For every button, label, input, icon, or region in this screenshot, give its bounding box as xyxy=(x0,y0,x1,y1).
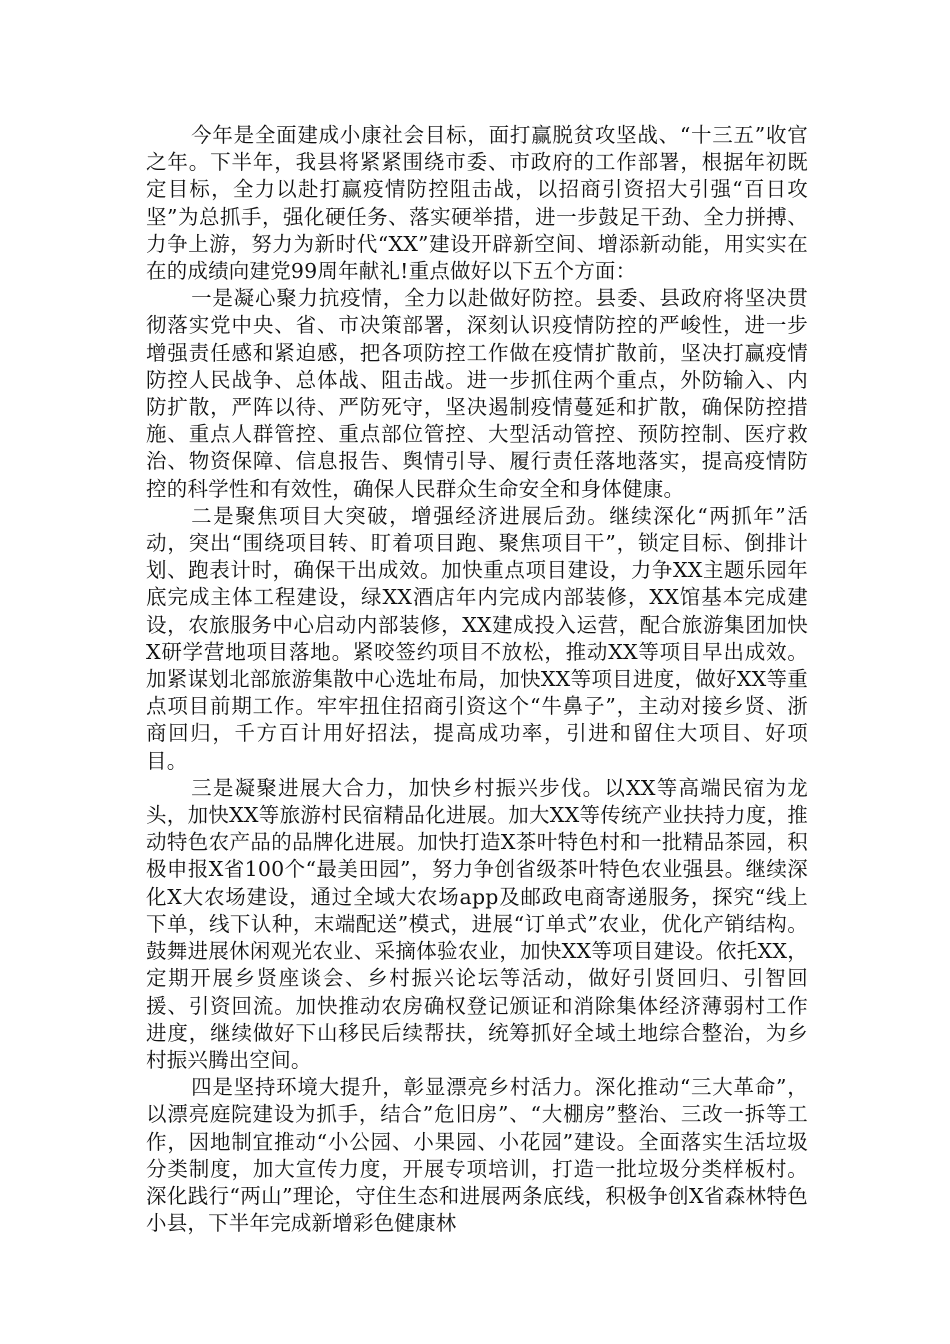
document-body xyxy=(146,122,808,1237)
paragraph-intro: 今年是全面建成小康社会目标，面打赢脱贫攻坚战、“十三五”收官之年。下半年，我县将紧紧围绕市委、市政府的工作部署，根据年初既定目标，全力以赴打赢疫情防控阻击战，以招商引资招大引强“百日攻坚”为总抓手，强化硬任务、落实硬举措，进一步鼓足干劲、全力拼搏、力争上游，努力为新时代“XX”建设开辟新空间、增添新动能，用实实在在的成绩向建党99周年献礼!重点做好以下五个方面： xyxy=(146,123,808,284)
paragraph-rural-revitalization: 三是凝聚进展大合力，加快乡村振兴步伐。以XX等高端民宿为龙头，加快XX等旅游村民宿精品化进展。加大XX等传统产业扶持力度，推动特色农产品的品牌化进展。加快打造X茶叶特色村和一批精品茶园，积极申报X省100个“最美田园”，努力争创省级茶叶特色农业强县。继续深化X大农场建设，通过全域大农场app及邮政电商寄递服务，探究“线上下单，线下认种，末端配送”模式，进展“订单式”农业，优化产销结构。鼓舞进展休闲观光农业、采摘体验农业，加快XX等项目建设。依托XX，定期开展乡贤座谈会、乡村振兴论坛等活动，做好引贤回归、引智回援、引资回流。加快推动农房确权登记颁证和消除集体经济薄弱村工作进度，继续做好下山移民后续帮扶，统筹抓好全域土地综合整治，为乡村振兴腾出空间。 xyxy=(146,775,808,1072)
paragraph-epidemic-control: 一是凝心聚力抗疫情，全力以赴做好防控。县委、县政府将坚决贯彻落实党中央、省、市决策部署，深刻认识疫情防控的严峻性，进一步增强责任感和紧迫感，把各项防控工作做在疫情扩散前，坚决打赢疫情防控人民战争、总体战、阻击战。进一步抓住两个重点，外防输入、内防扩散，严阵以待、严防死守，坚决遏制疫情蔓延和扩散，确保防控措施、重点人群管控、重点部位管控、大型活动管控、预防控制、医疗救治、物资保障、信息报告、舆情引导、履行责任落地落实，提高疫情防控的科学性和有效性，确保人民群众生命安全和身体健康。 xyxy=(146,286,808,501)
paragraph-project-breakthrough: 二是聚焦项目大突破，增强经济进展后劲。继续深化“两抓年”活动，突出“围绕项目转、盯着项目跑、聚焦项目干”，锁定目标、倒排计划、跑表计时，确保干出成效。加快重点项目建设，力争XX主题乐园年底完成主体工程建设，绿XX酒店年内完成内部装修，XX馆基本完成建设，农旅服务中心启动内部装修，XX建成投入运营，配合旅游集团加快X研学营地项目落地。紧咬签约项目不放松，推动XX等项目早出成效。加紧谋划北部旅游集散中心选址布局，加快XX等项目进度，做好XX等重点项目前期工作。牢牢扭住招商引资这个“牛鼻子”，主动对接乡贤、浙商回归，千方百计用好招法，提高成功率，引进和留住大项目、好项目。 xyxy=(146,503,808,773)
paragraph-environment-improvement: 四是坚持环境大提升，彰显漂亮乡村活力。深化推动“三大革命”，以漂亮庭院建设为抓手，结合”危旧房”、“大棚房”整治、三改一拆等工作，因地制宜推动“小公园、小果园、小花园”建设。全面落实生活垃圾分类制度，加大宣传力度，开展专项培训，打造一批垃圾分类样板村。深化践行“两山”理论，守住生态和进展两条底线，积极争创X省森林特色小县，下半年完成新增彩色健康林 xyxy=(146,1075,808,1236)
